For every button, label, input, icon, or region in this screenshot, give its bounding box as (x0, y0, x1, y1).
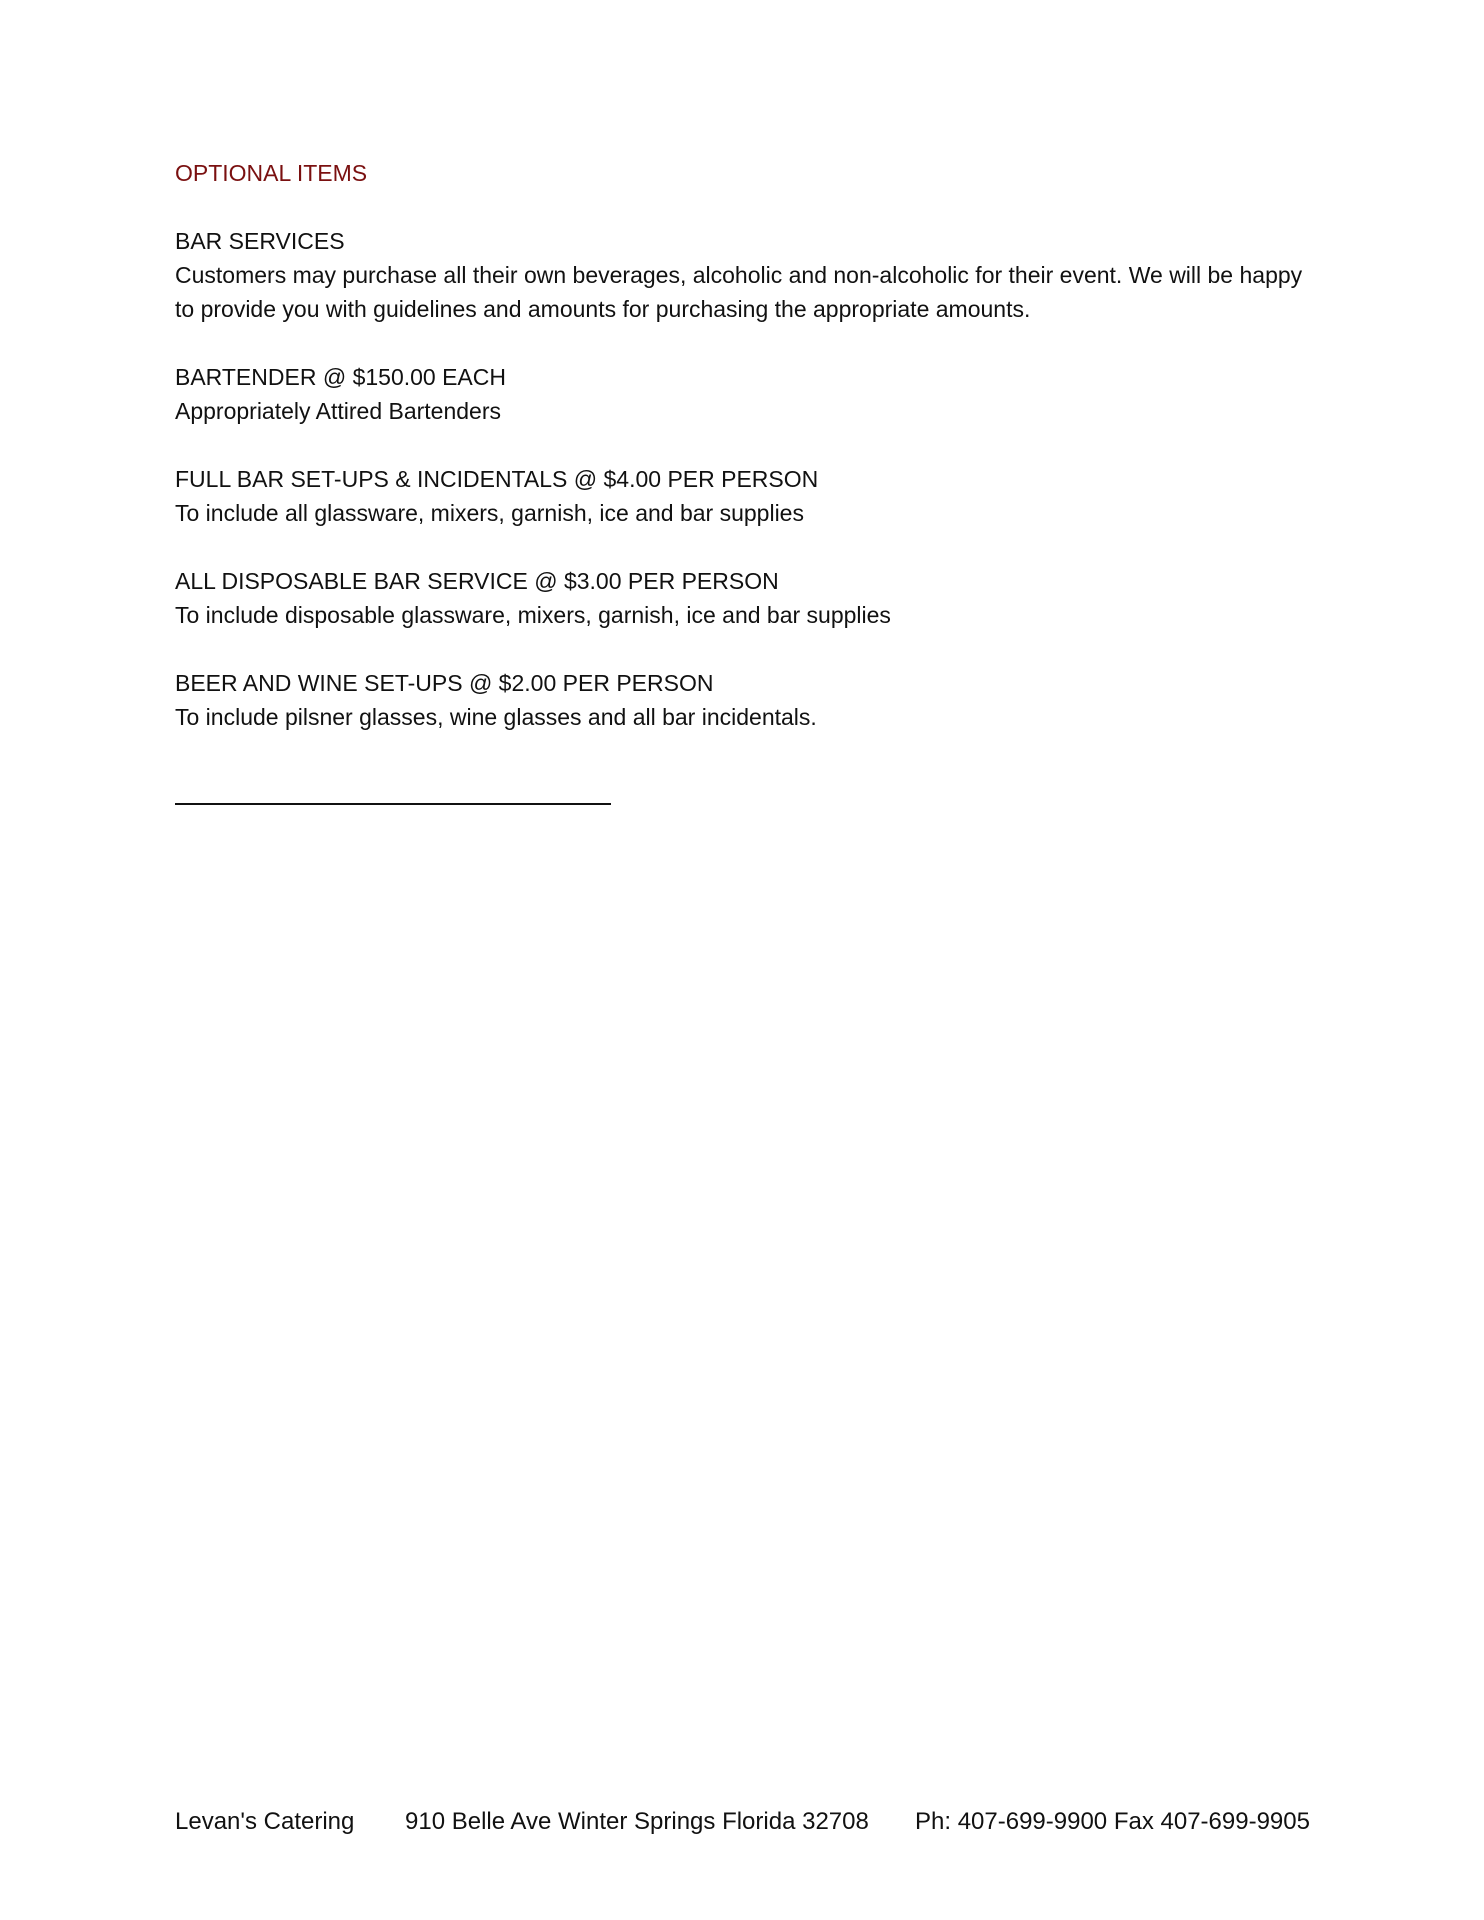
item-bar-services (175, 224, 1315, 326)
section-heading: OPTIONAL ITEMS (175, 160, 368, 186)
document-content (175, 156, 1315, 768)
item-description: Customers may purchase all their own beverages, alcoholic and non-alcoholic for their event. We will be happy to provide you with guidelines and amounts for purchasing the appropriate amounts. (175, 262, 1303, 322)
footer-company: Levan's Catering (175, 1808, 355, 1835)
item-disposable-bar-service (175, 564, 1315, 632)
item-bartender (175, 360, 1315, 428)
item-title: ALL DISPOSABLE BAR SERVICE @ $3.00 PER PERSON (175, 568, 779, 594)
item-beer-wine-setups (175, 666, 1315, 734)
footer-contact: Ph: 407-699-9900 Fax 407-699-9905 (915, 1808, 1310, 1835)
item-title: FULL BAR SET-UPS & INCIDENTALS @ $4.00 PER PERSON (175, 466, 819, 492)
item-full-bar-setups (175, 462, 1315, 530)
footer-address: 910 Belle Ave Winter Springs Florida 32708 (405, 1808, 869, 1835)
item-title: BARTENDER @ $150.00 EACH (175, 364, 506, 390)
item-description: Appropriately Attired Bartenders (175, 398, 502, 424)
item-title: BEER AND WINE SET-UPS @ $2.00 PER PERSON (175, 670, 714, 696)
item-description: To include pilsner glasses, wine glasses and all bar incidentals. (175, 704, 817, 730)
item-description: To include disposable glassware, mixers, garnish, ice and bar supplies (175, 602, 891, 628)
signature-line (175, 803, 611, 805)
page-footer (175, 1805, 1325, 1845)
item-description: To include all glassware, mixers, garnish, ice and bar supplies (175, 500, 804, 526)
item-title: BAR SERVICES (175, 228, 345, 254)
